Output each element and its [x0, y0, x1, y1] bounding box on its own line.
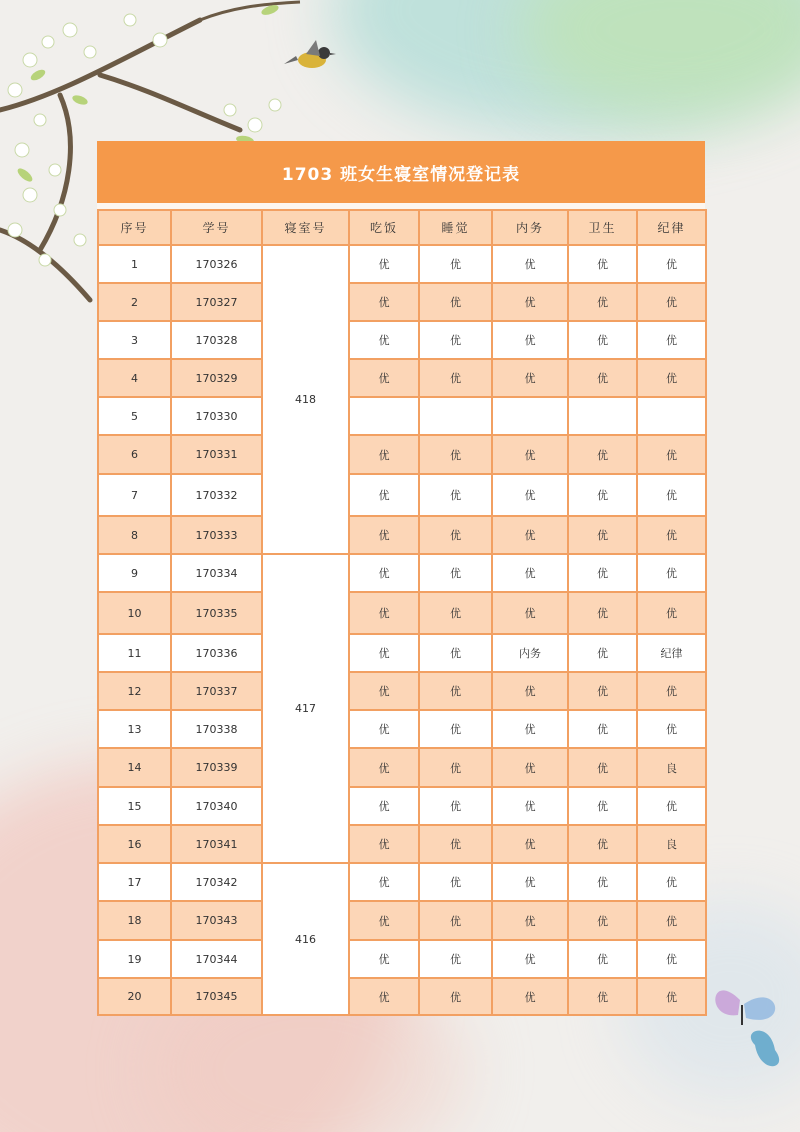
chores-cell: 优 — [492, 359, 568, 397]
sleeping-cell: 优 — [419, 710, 492, 748]
chores-cell: 优 — [492, 474, 568, 516]
sleeping-cell: 优 — [419, 748, 492, 787]
table-row — [98, 283, 706, 321]
seq-cell: 5 — [98, 397, 171, 435]
student-id-cell: 170337 — [171, 672, 262, 710]
eating-cell: 优 — [349, 901, 419, 940]
seq-cell: 16 — [98, 825, 171, 863]
discipline-cell: 优 — [637, 787, 706, 825]
student-id-cell: 170339 — [171, 748, 262, 787]
discipline-cell: 优 — [637, 940, 706, 978]
chores-cell — [492, 397, 568, 435]
eating-cell: 优 — [349, 283, 419, 321]
eating-cell: 优 — [349, 748, 419, 787]
eating-cell: 优 — [349, 474, 419, 516]
eating-cell: 优 — [349, 978, 419, 1015]
discipline-cell: 优 — [637, 359, 706, 397]
chores-cell: 优 — [492, 978, 568, 1015]
chores-cell: 优 — [492, 321, 568, 359]
sleeping-cell: 优 — [419, 245, 492, 283]
seq-cell: 17 — [98, 863, 171, 901]
discipline-cell: 优 — [637, 710, 706, 748]
chores-cell: 优 — [492, 710, 568, 748]
sleeping-cell — [419, 397, 492, 435]
seq-cell: 20 — [98, 978, 171, 1015]
sleeping-cell: 优 — [419, 359, 492, 397]
table-row — [98, 554, 706, 592]
header-chores: 内务 — [492, 210, 568, 245]
sleeping-cell: 优 — [419, 825, 492, 863]
header-row — [98, 210, 706, 245]
eating-cell: 优 — [349, 940, 419, 978]
hygiene-cell: 优 — [568, 435, 637, 474]
student-id-cell: 170328 — [171, 321, 262, 359]
discipline-cell: 优 — [637, 283, 706, 321]
discipline-cell — [637, 397, 706, 435]
chores-cell: 优 — [492, 283, 568, 321]
seq-cell: 6 — [98, 435, 171, 474]
chores-cell: 优 — [492, 863, 568, 901]
bird-icon — [282, 36, 342, 76]
table-row — [98, 901, 706, 940]
header-seq: 序号 — [98, 210, 171, 245]
table-row — [98, 435, 706, 474]
eating-cell: 优 — [349, 863, 419, 901]
chores-cell: 优 — [492, 825, 568, 863]
seq-cell: 11 — [98, 634, 171, 672]
seq-cell: 13 — [98, 710, 171, 748]
header-room: 寝室号 — [262, 210, 349, 245]
student-id-cell: 170344 — [171, 940, 262, 978]
chores-cell: 优 — [492, 787, 568, 825]
seq-cell: 4 — [98, 359, 171, 397]
chores-cell: 优 — [492, 516, 568, 554]
hygiene-cell — [568, 397, 637, 435]
sleeping-cell: 优 — [419, 592, 492, 634]
eating-cell — [349, 397, 419, 435]
eating-cell: 优 — [349, 825, 419, 863]
table-row — [98, 634, 706, 672]
hygiene-cell: 优 — [568, 634, 637, 672]
table-row — [98, 672, 706, 710]
student-id-cell: 170338 — [171, 710, 262, 748]
student-id-cell: 170341 — [171, 825, 262, 863]
seq-cell: 14 — [98, 748, 171, 787]
eating-cell: 优 — [349, 672, 419, 710]
student-id-cell: 170343 — [171, 901, 262, 940]
sleeping-cell: 优 — [419, 474, 492, 516]
hygiene-cell: 优 — [568, 901, 637, 940]
table-row — [98, 978, 706, 1015]
table-row — [98, 863, 706, 901]
sleeping-cell: 优 — [419, 978, 492, 1015]
sleeping-cell: 优 — [419, 435, 492, 474]
chores-cell: 优 — [492, 940, 568, 978]
hygiene-cell: 优 — [568, 321, 637, 359]
chores-cell: 优 — [492, 245, 568, 283]
chores-cell: 优 — [492, 672, 568, 710]
sleeping-cell: 优 — [419, 283, 492, 321]
dorm-table — [97, 209, 707, 1016]
seq-cell: 3 — [98, 321, 171, 359]
table-row — [98, 516, 706, 554]
seq-cell: 10 — [98, 592, 171, 634]
eating-cell: 优 — [349, 787, 419, 825]
seq-cell: 7 — [98, 474, 171, 516]
table-row — [98, 245, 706, 283]
page-title: 1703 班女生寝室情况登记表 — [97, 141, 705, 203]
hygiene-cell: 优 — [568, 940, 637, 978]
hygiene-cell: 优 — [568, 474, 637, 516]
seq-cell: 9 — [98, 554, 171, 592]
discipline-cell: 优 — [637, 516, 706, 554]
student-id-cell: 170326 — [171, 245, 262, 283]
discipline-cell: 优 — [637, 863, 706, 901]
header-student-id: 学号 — [171, 210, 262, 245]
seq-cell: 12 — [98, 672, 171, 710]
sleeping-cell: 优 — [419, 940, 492, 978]
hygiene-cell: 优 — [568, 359, 637, 397]
eating-cell: 优 — [349, 634, 419, 672]
student-id-cell: 170336 — [171, 634, 262, 672]
table-row — [98, 787, 706, 825]
student-id-cell: 170329 — [171, 359, 262, 397]
student-id-cell: 170340 — [171, 787, 262, 825]
discipline-cell: 良 — [637, 825, 706, 863]
butterfly-icon — [700, 960, 800, 1080]
sleeping-cell: 优 — [419, 901, 492, 940]
eating-cell: 优 — [349, 516, 419, 554]
seq-cell: 18 — [98, 901, 171, 940]
hygiene-cell: 优 — [568, 978, 637, 1015]
sleeping-cell: 优 — [419, 321, 492, 359]
table-row — [98, 359, 706, 397]
discipline-cell: 优 — [637, 245, 706, 283]
eating-cell: 优 — [349, 245, 419, 283]
hygiene-cell: 优 — [568, 245, 637, 283]
hygiene-cell: 优 — [568, 787, 637, 825]
sleeping-cell: 优 — [419, 672, 492, 710]
table-row — [98, 940, 706, 978]
eating-cell: 优 — [349, 321, 419, 359]
table-row — [98, 474, 706, 516]
eating-cell: 优 — [349, 359, 419, 397]
discipline-cell: 优 — [637, 435, 706, 474]
chores-cell: 优 — [492, 554, 568, 592]
eating-cell: 优 — [349, 554, 419, 592]
student-id-cell: 170331 — [171, 435, 262, 474]
student-id-cell: 170327 — [171, 283, 262, 321]
room-cell: 416 — [262, 863, 349, 1015]
sleeping-cell: 优 — [419, 863, 492, 901]
seq-cell: 2 — [98, 283, 171, 321]
table-row — [98, 710, 706, 748]
student-id-cell: 170334 — [171, 554, 262, 592]
chores-cell: 优 — [492, 435, 568, 474]
seq-cell: 15 — [98, 787, 171, 825]
room-cell: 417 — [262, 554, 349, 863]
student-id-cell: 170330 — [171, 397, 262, 435]
hygiene-cell: 优 — [568, 554, 637, 592]
hygiene-cell: 优 — [568, 710, 637, 748]
hygiene-cell: 优 — [568, 825, 637, 863]
hygiene-cell: 优 — [568, 863, 637, 901]
registration-document — [97, 141, 705, 1016]
discipline-cell: 优 — [637, 978, 706, 1015]
hygiene-cell: 优 — [568, 748, 637, 787]
table-row — [98, 592, 706, 634]
seq-cell: 19 — [98, 940, 171, 978]
table-row — [98, 397, 706, 435]
eating-cell: 优 — [349, 710, 419, 748]
discipline-cell: 优 — [637, 474, 706, 516]
sleeping-cell: 优 — [419, 554, 492, 592]
chores-cell: 优 — [492, 592, 568, 634]
table-row — [98, 748, 706, 787]
discipline-cell: 优 — [637, 554, 706, 592]
discipline-cell: 优 — [637, 321, 706, 359]
discipline-cell: 优 — [637, 672, 706, 710]
room-cell: 418 — [262, 245, 349, 554]
discipline-cell: 纪律 — [637, 634, 706, 672]
eating-cell: 优 — [349, 592, 419, 634]
chores-cell: 优 — [492, 901, 568, 940]
seq-cell: 8 — [98, 516, 171, 554]
hygiene-cell: 优 — [568, 592, 637, 634]
header-eating: 吃饭 — [349, 210, 419, 245]
discipline-cell: 优 — [637, 592, 706, 634]
student-id-cell: 170333 — [171, 516, 262, 554]
student-id-cell: 170342 — [171, 863, 262, 901]
discipline-cell: 良 — [637, 748, 706, 787]
sleeping-cell: 优 — [419, 787, 492, 825]
chores-cell: 内务 — [492, 634, 568, 672]
hygiene-cell: 优 — [568, 283, 637, 321]
chores-cell: 优 — [492, 748, 568, 787]
sleeping-cell: 优 — [419, 516, 492, 554]
header-sleeping: 睡觉 — [419, 210, 492, 245]
eating-cell: 优 — [349, 435, 419, 474]
header-hygiene: 卫生 — [568, 210, 637, 245]
student-id-cell: 170345 — [171, 978, 262, 1015]
discipline-cell: 优 — [637, 901, 706, 940]
student-id-cell: 170335 — [171, 592, 262, 634]
hygiene-cell: 优 — [568, 516, 637, 554]
hygiene-cell: 优 — [568, 672, 637, 710]
sleeping-cell: 优 — [419, 634, 492, 672]
table-row — [98, 321, 706, 359]
table-row — [98, 825, 706, 863]
student-id-cell: 170332 — [171, 474, 262, 516]
seq-cell: 1 — [98, 245, 171, 283]
header-discipline: 纪律 — [637, 210, 706, 245]
